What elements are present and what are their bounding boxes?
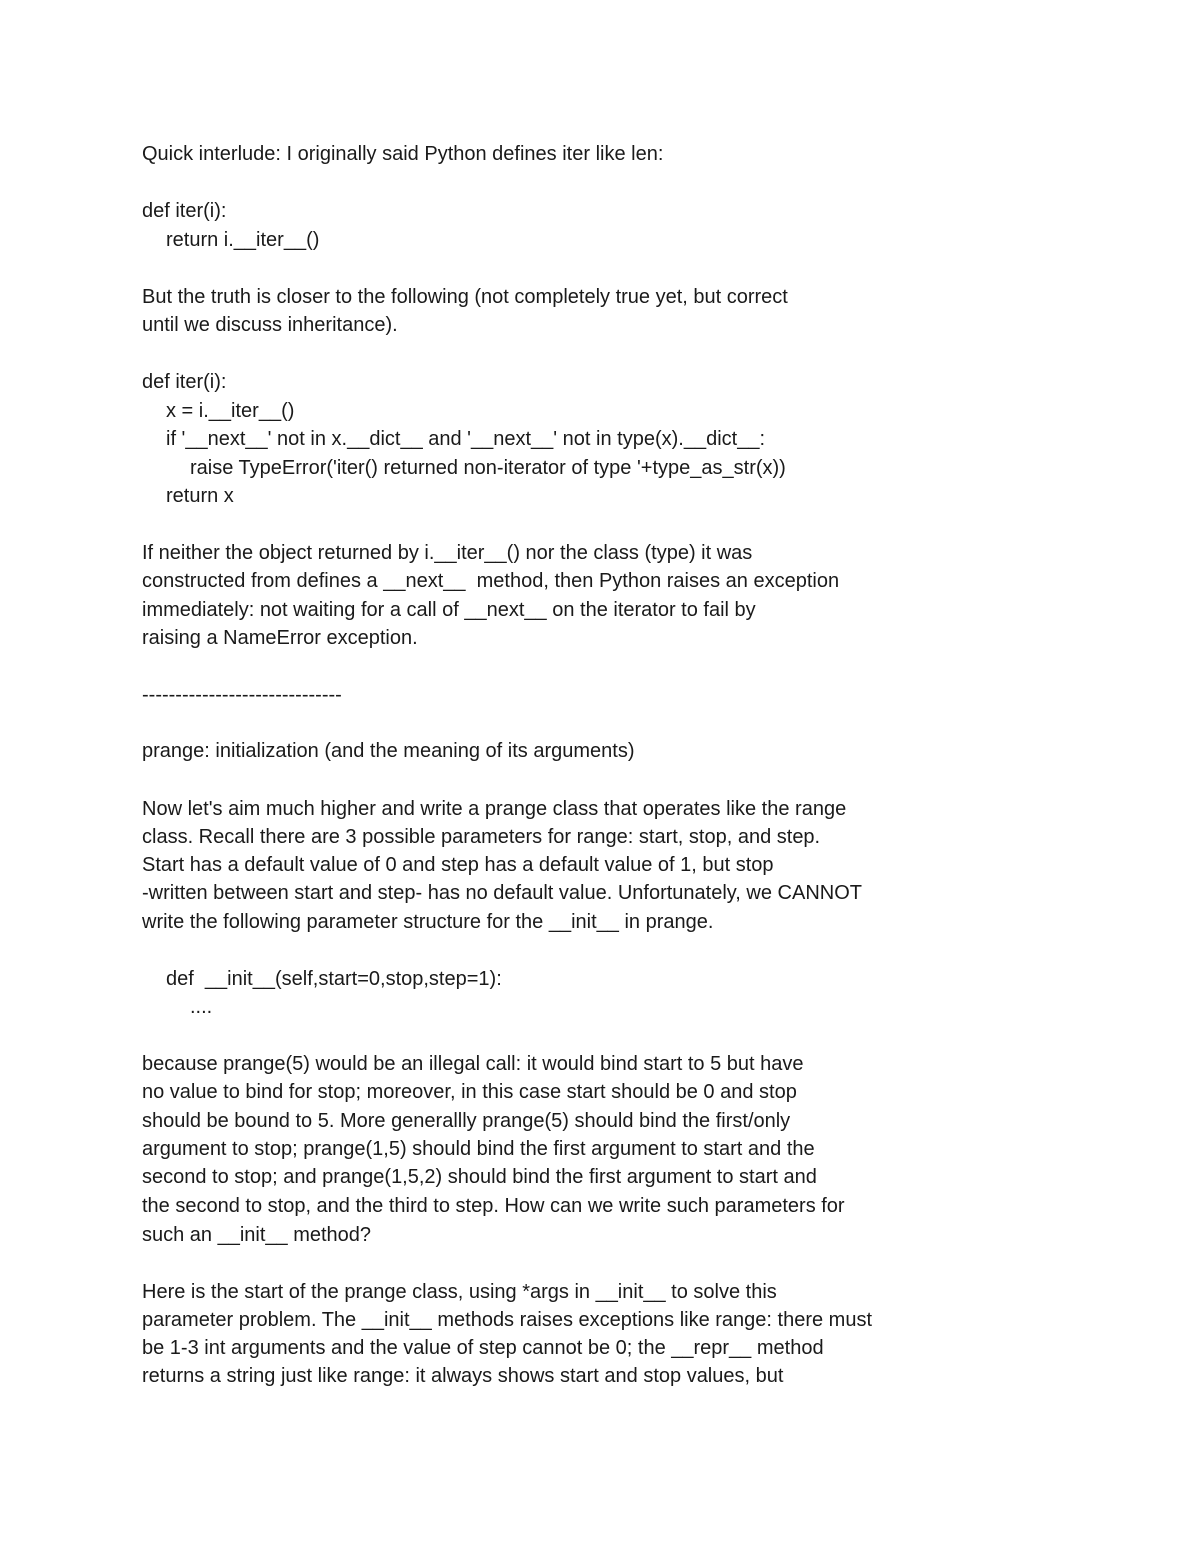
paragraph-line: If neither the object returned by i.__iter__() nor the class (type) it was bbox=[142, 542, 753, 564]
paragraph-line: -written between start and step- has no default value. Unfortunately, we CANNOT bbox=[142, 882, 862, 904]
code-line: return i.__iter__() bbox=[166, 229, 320, 251]
paragraph-line: raising a NameError exception. bbox=[142, 627, 418, 649]
paragraph-line: second to stop; and prange(1,5,2) should bind the first argument to start and bbox=[142, 1166, 817, 1188]
code-line: if '__next__' not in x.__dict__ and '__next__' not in type(x).__dict__: bbox=[166, 428, 766, 450]
paragraph-line: the second to stop, and the third to step. How can we write such parameters for bbox=[142, 1195, 845, 1217]
paragraph-line: parameter problem. The __init__ methods raises exceptions like range: there must bbox=[142, 1309, 873, 1331]
paragraph-line: But the truth is closer to the following (not completely true yet, but correct bbox=[142, 286, 788, 308]
paragraph-line: be 1-3 int arguments and the value of step cannot be 0; the __repr__ method bbox=[142, 1337, 824, 1359]
paragraph-line: should be bound to 5. More generallly prange(5) should bind the first/only bbox=[142, 1110, 791, 1132]
paragraph-line: write the following parameter structure for the __init__ in prange. bbox=[142, 911, 714, 933]
paragraph-line: no value to bind for stop; moreover, in this case start should be 0 and stop bbox=[142, 1081, 797, 1103]
paragraph-line: such an __init__ method? bbox=[142, 1224, 372, 1246]
code-line: x = i.__iter__() bbox=[166, 400, 295, 422]
paragraph-line: immediately: not waiting for a call of __next__ on the iterator to fail by bbox=[142, 599, 756, 621]
paragraph-line: argument to stop; prange(1,5) should bind the first argument to start and the bbox=[142, 1138, 815, 1160]
paragraph-line: constructed from defines a __next__ method, then Python raises an exception bbox=[142, 570, 840, 592]
paragraph-line: until we discuss inheritance). bbox=[142, 314, 398, 336]
section-divider: ------------------------------ bbox=[142, 684, 342, 706]
section-heading: prange: initialization (and the meaning of its arguments) bbox=[142, 740, 635, 762]
paragraph-line: returns a string just like range: it always shows start and stop values, but bbox=[142, 1365, 784, 1387]
paragraph-line: Start has a default value of 0 and step has a default value of 1, but stop bbox=[142, 854, 774, 876]
paragraph-line: Here is the start of the prange class, using *args in __init__ to solve this bbox=[142, 1281, 777, 1303]
code-line: def __init__(self,start=0,stop,step=1): bbox=[166, 968, 502, 990]
paragraph-line: class. Recall there are 3 possible parameters for range: start, stop, and step. bbox=[142, 826, 821, 848]
code-line: def iter(i): bbox=[142, 200, 227, 222]
code-line: .... bbox=[190, 996, 213, 1018]
code-line: def iter(i): bbox=[142, 371, 227, 393]
intro-line: Quick interlude: I originally said Python defines iter like len: bbox=[142, 143, 664, 165]
paragraph-line: Now let's aim much higher and write a prange class that operates like the range bbox=[142, 798, 847, 820]
code-line: return x bbox=[166, 485, 234, 507]
code-line: raise TypeError('iter() returned non-iterator of type '+type_as_str(x)) bbox=[190, 457, 786, 479]
paragraph-line: because prange(5) would be an illegal call: it would bind start to 5 but have bbox=[142, 1053, 804, 1075]
